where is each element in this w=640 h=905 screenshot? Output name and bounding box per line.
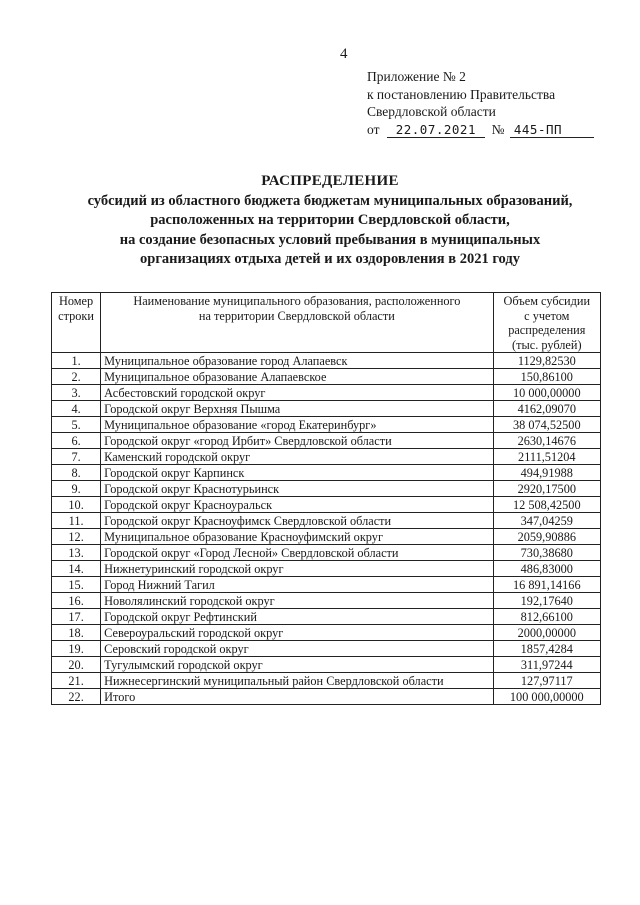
subsidy-amount: 812,66100 xyxy=(493,609,600,625)
municipality-name: Серовский городской округ xyxy=(101,641,493,657)
municipality-name: Тугулымский городской округ xyxy=(101,657,493,673)
table-row xyxy=(52,577,601,593)
municipality-name: Североуральский городской округ xyxy=(101,625,493,641)
subsidy-amount: 486,83000 xyxy=(493,561,600,577)
municipality-name: Городской округ Красноуфимск Свердловской области xyxy=(101,513,493,529)
row-number: 2. xyxy=(52,369,101,385)
subsidy-amount: 2000,00000 xyxy=(493,625,600,641)
header-municipality-name xyxy=(101,293,493,353)
table-row xyxy=(52,673,601,689)
appendix-line-2: к постановлению Правительства xyxy=(367,86,556,102)
subsidy-amount: 10 000,00000 xyxy=(493,385,600,401)
subsidy-amount: 150,86100 xyxy=(493,369,600,385)
header-amount-line-4: (тыс. рублей) xyxy=(512,337,582,352)
municipality-name: Итого xyxy=(101,689,493,705)
table-row xyxy=(52,465,601,481)
subsidy-table xyxy=(51,292,601,705)
table-row xyxy=(52,513,601,529)
appendix-date-line xyxy=(367,121,594,139)
header-name-line-1: Наименование муниципального образования, расположенного xyxy=(133,294,461,308)
table-row xyxy=(52,657,601,673)
header-number-line-2: строки xyxy=(58,308,94,323)
header-row-number xyxy=(52,293,101,353)
number-prefix: № xyxy=(491,121,505,137)
municipality-name: Городской округ Краснотурьинск xyxy=(101,481,493,497)
row-number: 8. xyxy=(52,465,101,481)
municipality-name: Городской округ Карпинск xyxy=(101,465,493,481)
title-line-3: на создание безопасных условий пребывания в муниципальных xyxy=(119,231,541,248)
subsidy-amount: 730,38680 xyxy=(493,545,600,561)
municipality-name: Город Нижний Тагил xyxy=(101,577,493,593)
table-row xyxy=(52,641,601,657)
table-row xyxy=(52,433,601,449)
municipality-name: Каменский городской округ xyxy=(101,449,493,465)
date-prefix: от xyxy=(367,121,380,137)
table-row xyxy=(52,369,601,385)
title-line-4: организациях отдыха детей и их оздоровления в 2021 году xyxy=(140,251,520,267)
table-header-row xyxy=(52,293,601,353)
table-row xyxy=(52,609,601,625)
table-row xyxy=(52,545,601,561)
row-number: 16. xyxy=(52,593,101,609)
table-row xyxy=(52,625,601,641)
subsidy-amount: 2059,90886 xyxy=(493,529,600,545)
table-row xyxy=(52,689,601,705)
table-row xyxy=(52,417,601,433)
header-amount-line-2: с учетом xyxy=(524,308,570,323)
municipality-name: Городской округ Рефтинский xyxy=(101,609,493,625)
subsidy-amount: 494,91988 xyxy=(493,465,600,481)
subsidy-amount: 4162,09070 xyxy=(493,401,600,417)
page-number: 4 xyxy=(340,46,348,62)
row-number: 7. xyxy=(52,449,101,465)
subsidy-amount: 16 891,14166 xyxy=(493,577,600,593)
municipality-name: Нижнесергинский муниципальный район Свердловской области xyxy=(101,673,493,689)
row-number: 15. xyxy=(52,577,101,593)
resolution-number: 445-ПП xyxy=(510,122,594,138)
subsidy-amount: 347,04259 xyxy=(493,513,600,529)
row-number: 17. xyxy=(52,609,101,625)
subsidy-amount: 192,17640 xyxy=(493,593,600,609)
header-subsidy-amount xyxy=(493,293,600,353)
table-row xyxy=(52,353,601,369)
table-row xyxy=(52,497,601,513)
appendix-block xyxy=(367,68,594,138)
row-number: 11. xyxy=(52,513,101,529)
row-number: 6. xyxy=(52,433,101,449)
document-title xyxy=(40,172,620,270)
table-row xyxy=(52,385,601,401)
header-amount-line-1: Объем субсидии xyxy=(503,294,591,308)
municipality-name: Муниципальное образование Красноуфимский округ xyxy=(101,529,493,545)
row-number: 1. xyxy=(52,353,101,369)
municipality-name: Городской округ «город Ирбит» Свердловской области xyxy=(101,433,493,449)
municipality-name: Муниципальное образование «город Екатеринбург» xyxy=(101,417,493,433)
row-number: 12. xyxy=(52,529,101,545)
row-number: 9. xyxy=(52,481,101,497)
table-row xyxy=(52,561,601,577)
title-line-1: субсидий из областного бюджета бюджетам муниципальных образований, xyxy=(87,192,573,209)
table-row xyxy=(52,481,601,497)
title-heading: РАСПРЕДЕЛЕНИЕ xyxy=(261,173,399,189)
header-number-line-1: Номер xyxy=(58,294,94,308)
row-number: 3. xyxy=(52,385,101,401)
subsidy-amount: 311,97244 xyxy=(493,657,600,673)
appendix-line-1: Приложение № 2 xyxy=(367,69,466,84)
row-number: 14. xyxy=(52,561,101,577)
row-number: 20. xyxy=(52,657,101,673)
title-line-2: расположенных на территории Свердловской области, xyxy=(150,212,510,228)
table-row xyxy=(52,593,601,609)
subsidy-amount: 100 000,00000 xyxy=(493,689,600,705)
row-number: 10. xyxy=(52,497,101,513)
municipality-name: Городской округ Верхняя Пышма xyxy=(101,401,493,417)
subsidy-amount: 2920,17500 xyxy=(493,481,600,497)
row-number: 21. xyxy=(52,673,101,689)
appendix-line-3: Свердловской области xyxy=(367,104,496,119)
municipality-name: Городской округ «Город Лесной» Свердловской области xyxy=(101,545,493,561)
header-amount-line-3: распределения xyxy=(508,323,586,338)
row-number: 5. xyxy=(52,417,101,433)
subsidy-amount: 2111,51204 xyxy=(493,449,600,465)
subsidy-amount: 12 508,42500 xyxy=(493,497,600,513)
municipality-name: Городской округ Красноуральск xyxy=(101,497,493,513)
row-number: 19. xyxy=(52,641,101,657)
table-row xyxy=(52,529,601,545)
table-row xyxy=(52,449,601,465)
row-number: 13. xyxy=(52,545,101,561)
row-number: 4. xyxy=(52,401,101,417)
header-name-line-2: на территории Свердловской области xyxy=(198,308,395,323)
subsidy-amount: 127,97117 xyxy=(493,673,600,689)
resolution-date: 22.07.2021 xyxy=(387,122,485,138)
row-number: 18. xyxy=(52,625,101,641)
subsidy-amount: 1129,82530 xyxy=(493,353,600,369)
municipality-name: Муниципальное образование Алапаевское xyxy=(101,369,493,385)
row-number: 22. xyxy=(52,689,101,705)
subsidy-amount: 38 074,52500 xyxy=(493,417,600,433)
subsidy-amount: 2630,14676 xyxy=(493,433,600,449)
municipality-name: Асбестовский городской округ xyxy=(101,385,493,401)
municipality-name: Нижнетуринский городской округ xyxy=(101,561,493,577)
subsidy-amount: 1857,4284 xyxy=(493,641,600,657)
municipality-name: Новолялинский городской округ xyxy=(101,593,493,609)
municipality-name: Муниципальное образование город Алапаевск xyxy=(101,353,493,369)
table-row xyxy=(52,401,601,417)
